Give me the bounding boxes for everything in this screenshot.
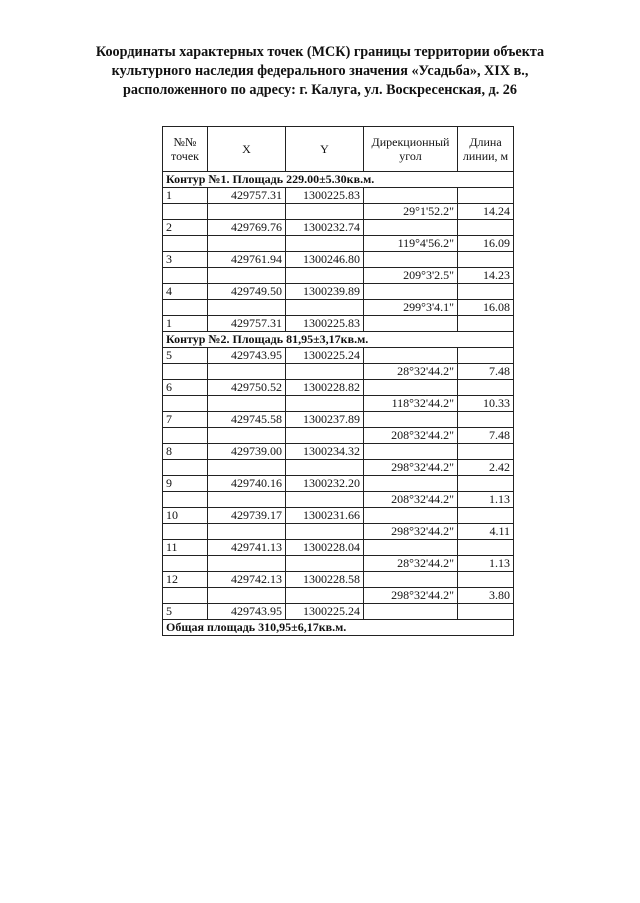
point-number-cell — [163, 204, 208, 220]
y-coordinate-cell: 1300232.74 — [286, 220, 364, 236]
header-x: X — [208, 127, 286, 172]
x-coordinate-cell: 429757.31 — [208, 316, 286, 332]
y-coordinate-cell — [286, 460, 364, 476]
direction-angle-cell: 208°32'44.2" — [364, 492, 458, 508]
header-direction-angle: Дирекционный угол — [364, 127, 458, 172]
x-coordinate-cell — [208, 460, 286, 476]
table-row — [163, 556, 514, 572]
direction-angle-cell: 28°32'44.2" — [364, 364, 458, 380]
y-coordinate-cell: 1300225.83 — [286, 316, 364, 332]
y-coordinate-cell — [286, 268, 364, 284]
table-row — [163, 540, 514, 556]
coordinates-table-body — [163, 127, 514, 636]
contour-label: Контур №2. Площадь 81,95±3,17кв.м. — [163, 332, 514, 348]
contour-label: Контур №1. Площадь 229.00±5.30кв.м. — [163, 172, 514, 188]
point-number-cell — [163, 236, 208, 252]
line-length-cell — [458, 572, 514, 588]
y-coordinate-cell: 1300232.20 — [286, 476, 364, 492]
point-number-cell — [163, 364, 208, 380]
point-number-cell — [163, 460, 208, 476]
y-coordinate-cell — [286, 236, 364, 252]
y-coordinate-cell: 1300228.04 — [286, 540, 364, 556]
line-length-cell — [458, 284, 514, 300]
point-number-cell: 7 — [163, 412, 208, 428]
x-coordinate-cell: 429749.50 — [208, 284, 286, 300]
line-length-cell — [458, 188, 514, 204]
y-coordinate-cell — [286, 204, 364, 220]
direction-angle-cell: 118°32'44.2" — [364, 396, 458, 412]
direction-angle-cell — [364, 348, 458, 364]
direction-angle-cell — [364, 316, 458, 332]
point-number-cell: 3 — [163, 252, 208, 268]
table-row — [163, 588, 514, 604]
direction-angle-cell — [364, 476, 458, 492]
x-coordinate-cell — [208, 204, 286, 220]
contour-header-row-2 — [163, 332, 514, 348]
x-coordinate-cell: 429739.17 — [208, 508, 286, 524]
y-coordinate-cell — [286, 428, 364, 444]
y-coordinate-cell — [286, 396, 364, 412]
point-number-cell — [163, 492, 208, 508]
y-coordinate-cell: 1300225.24 — [286, 604, 364, 620]
direction-angle-cell — [364, 604, 458, 620]
line-length-cell: 7.48 — [458, 428, 514, 444]
x-coordinate-cell — [208, 588, 286, 604]
point-number-cell — [163, 396, 208, 412]
direction-angle-cell: 299°3'4.1" — [364, 300, 458, 316]
point-number-cell: 10 — [163, 508, 208, 524]
x-coordinate-cell: 429745.58 — [208, 412, 286, 428]
table-row — [163, 380, 514, 396]
x-coordinate-cell — [208, 428, 286, 444]
point-number-cell — [163, 588, 208, 604]
line-length-cell: 16.08 — [458, 300, 514, 316]
point-number-cell — [163, 556, 208, 572]
direction-angle-cell: 298°32'44.2" — [364, 588, 458, 604]
point-number-cell — [163, 268, 208, 284]
line-length-cell — [458, 220, 514, 236]
line-length-cell — [458, 508, 514, 524]
line-length-cell — [458, 252, 514, 268]
point-number-cell: 8 — [163, 444, 208, 460]
x-coordinate-cell — [208, 236, 286, 252]
y-coordinate-cell: 1300228.58 — [286, 572, 364, 588]
table-row — [163, 428, 514, 444]
y-coordinate-cell: 1300237.89 — [286, 412, 364, 428]
x-coordinate-cell: 429741.13 — [208, 540, 286, 556]
line-length-cell: 4.11 — [458, 524, 514, 540]
line-length-cell — [458, 476, 514, 492]
x-coordinate-cell: 429739.00 — [208, 444, 286, 460]
table-row — [163, 412, 514, 428]
y-coordinate-cell — [286, 556, 364, 572]
table-row — [163, 252, 514, 268]
point-number-cell: 5 — [163, 604, 208, 620]
y-coordinate-cell: 1300234.32 — [286, 444, 364, 460]
x-coordinate-cell — [208, 524, 286, 540]
table-row — [163, 316, 514, 332]
direction-angle-cell: 298°32'44.2" — [364, 460, 458, 476]
x-coordinate-cell — [208, 396, 286, 412]
line-length-cell — [458, 316, 514, 332]
direction-angle-cell — [364, 284, 458, 300]
header-y: Y — [286, 127, 364, 172]
y-coordinate-cell: 1300228.82 — [286, 380, 364, 396]
direction-angle-cell — [364, 380, 458, 396]
point-number-cell: 1 — [163, 188, 208, 204]
table-row — [163, 300, 514, 316]
line-length-cell: 7.48 — [458, 364, 514, 380]
line-length-cell — [458, 444, 514, 460]
header-point-number: №№ точек — [163, 127, 208, 172]
direction-angle-cell — [364, 220, 458, 236]
table-row — [163, 524, 514, 540]
total-area-label: Общая площадь 310,95±6,17кв.м. — [163, 620, 514, 636]
line-length-cell — [458, 380, 514, 396]
y-coordinate-cell: 1300246.80 — [286, 252, 364, 268]
title-line-2: культурного наследия федерального значения «Усадьба», XIX в., — [111, 63, 529, 79]
direction-angle-cell — [364, 252, 458, 268]
direction-angle-cell — [364, 412, 458, 428]
line-length-cell: 16.09 — [458, 236, 514, 252]
point-number-cell — [163, 524, 208, 540]
point-number-cell: 9 — [163, 476, 208, 492]
table-row — [163, 284, 514, 300]
table-header-row — [163, 127, 514, 172]
line-length-cell: 1.13 — [458, 556, 514, 572]
table-row — [163, 492, 514, 508]
line-length-cell: 2.42 — [458, 460, 514, 476]
x-coordinate-cell: 429743.95 — [208, 348, 286, 364]
table-row — [163, 188, 514, 204]
table-row — [163, 604, 514, 620]
x-coordinate-cell — [208, 492, 286, 508]
y-coordinate-cell: 1300225.24 — [286, 348, 364, 364]
direction-angle-cell: 29°1'52.2" — [364, 204, 458, 220]
y-coordinate-cell: 1300225.83 — [286, 188, 364, 204]
table-row — [163, 508, 514, 524]
line-length-cell — [458, 348, 514, 364]
y-coordinate-cell: 1300239.89 — [286, 284, 364, 300]
table-row — [163, 396, 514, 412]
point-number-cell: 4 — [163, 284, 208, 300]
line-length-cell — [458, 540, 514, 556]
x-coordinate-cell: 429743.95 — [208, 604, 286, 620]
point-number-cell: 5 — [163, 348, 208, 364]
title-line-3: расположенного по адресу: г. Калуга, ул. Воскресенская, д. 26 — [122, 82, 517, 98]
y-coordinate-cell — [286, 588, 364, 604]
point-number-cell: 12 — [163, 572, 208, 588]
point-number-cell: 1 — [163, 316, 208, 332]
x-coordinate-cell — [208, 364, 286, 380]
table-row — [163, 268, 514, 284]
direction-angle-cell — [364, 540, 458, 556]
x-coordinate-cell: 429750.52 — [208, 380, 286, 396]
point-number-cell: 6 — [163, 380, 208, 396]
line-length-cell — [458, 604, 514, 620]
table-row — [163, 236, 514, 252]
x-coordinate-cell — [208, 268, 286, 284]
point-number-cell: 2 — [163, 220, 208, 236]
direction-angle-cell: 208°32'44.2" — [364, 428, 458, 444]
line-length-cell: 10.33 — [458, 396, 514, 412]
direction-angle-cell — [364, 572, 458, 588]
direction-angle-cell: 28°32'44.2" — [364, 556, 458, 572]
table-row — [163, 348, 514, 364]
x-coordinate-cell — [208, 300, 286, 316]
table-row — [163, 460, 514, 476]
total-area-row — [163, 620, 514, 636]
direction-angle-cell — [364, 508, 458, 524]
table-row — [163, 204, 514, 220]
line-length-cell: 1.13 — [458, 492, 514, 508]
x-coordinate-cell: 429740.16 — [208, 476, 286, 492]
direction-angle-cell — [364, 444, 458, 460]
point-number-cell — [163, 428, 208, 444]
direction-angle-cell: 298°32'44.2" — [364, 524, 458, 540]
x-coordinate-cell: 429769.76 — [208, 220, 286, 236]
x-coordinate-cell — [208, 556, 286, 572]
x-coordinate-cell: 429761.94 — [208, 252, 286, 268]
table-row — [163, 444, 514, 460]
table-row — [163, 364, 514, 380]
line-length-cell: 14.23 — [458, 268, 514, 284]
point-number-cell: 11 — [163, 540, 208, 556]
direction-angle-cell: 209°3'2.5" — [364, 268, 458, 284]
document-title — [40, 43, 600, 100]
coordinates-table — [162, 126, 514, 636]
table-row — [163, 220, 514, 236]
direction-angle-cell — [364, 188, 458, 204]
contour-header-row-1 — [163, 172, 514, 188]
y-coordinate-cell — [286, 364, 364, 380]
y-coordinate-cell — [286, 492, 364, 508]
x-coordinate-cell: 429757.31 — [208, 188, 286, 204]
title-line-1: Координаты характерных точек (МСК) границы территории объекта — [95, 44, 545, 60]
line-length-cell: 14.24 — [458, 204, 514, 220]
line-length-cell: 3.80 — [458, 588, 514, 604]
header-line-length: Длина линии, м — [458, 127, 514, 172]
direction-angle-cell: 119°4'56.2" — [364, 236, 458, 252]
x-coordinate-cell: 429742.13 — [208, 572, 286, 588]
line-length-cell — [458, 412, 514, 428]
y-coordinate-cell — [286, 300, 364, 316]
table-row — [163, 476, 514, 492]
table-row — [163, 572, 514, 588]
y-coordinate-cell: 1300231.66 — [286, 508, 364, 524]
y-coordinate-cell — [286, 524, 364, 540]
point-number-cell — [163, 300, 208, 316]
